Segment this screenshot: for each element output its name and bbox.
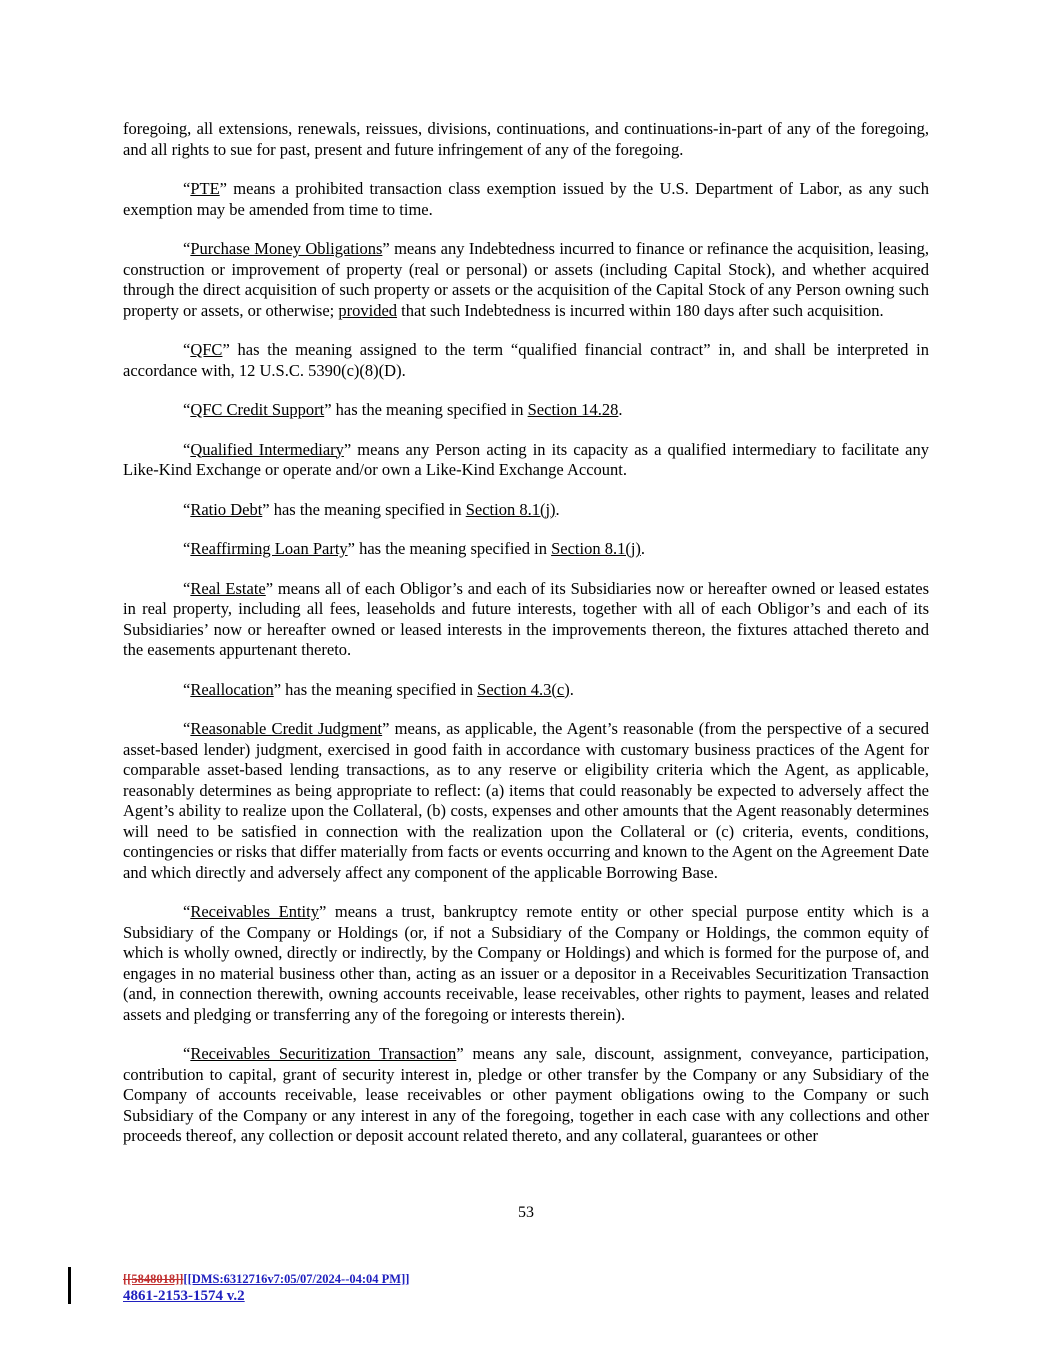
defined-term: Real Estate [190, 578, 266, 598]
text-run: “ [183, 679, 191, 699]
text-run: . [618, 400, 623, 419]
text-run: “ [183, 1044, 191, 1063]
paragraph [123, 119, 929, 160]
paragraph [123, 500, 929, 521]
text-run: “ [183, 578, 191, 598]
text-run: ” has the meaning assigned to the term “qualified financial contract” in, and shall be interpreted in accordance with, 12 U.S.C. 5390(c)(8)(D). [123, 340, 929, 380]
defined-term: Section 14.28 [527, 400, 619, 419]
text-run: “ [183, 719, 191, 738]
paragraph [123, 579, 929, 661]
revision-change-bar [68, 1267, 71, 1304]
defined-term: Section 4.3(c) [477, 679, 570, 699]
defined-term: Reasonable Credit Judgment [190, 719, 383, 738]
text-run: ” means, as applicable, the Agent’s reasonable (from the perspective of a secured asset-based lender) judgment, exercised in good faith in accordance with customary business practices of the Agent for comparable asset-based lending transactions, as to any reserve or eligibility criteria which the Agent, as applicable, reasonably determines as being appropriate to reflect: (a) items that could reasonably be expected to adversely affect the Agent’s ability to realize upon the Collateral, (b) costs, expenses and other amounts that the Agent reasonably determines will need to be satisfied in connection with the realization upon the Collateral or (c) criteria, events, conditions, contingencies or risks that differ materially from facts or events occurring and known to the Agent on the Agreement Date and which directly and adversely affect any component of the applicable Borrowing Base. [123, 719, 929, 882]
defined-term: QFC [190, 340, 223, 359]
text-run: . [555, 499, 560, 519]
footer-doc-number: 4861-2153-1574 v.2 [123, 1288, 245, 1304]
defined-term: Reallocation [190, 679, 274, 699]
text-run: that such Indebtedness is incurred within 180 days after such acquisition. [397, 300, 884, 320]
defined-term: Qualified Intermediary [190, 439, 344, 459]
text-run: “ [183, 400, 191, 419]
footer-doc-number-line [123, 1287, 409, 1305]
defined-term: Section 8.1(j) [551, 539, 641, 558]
text-run: foregoing, all extensions, renewals, reissues, divisions, continuations, and continuations-in-part of any of the foregoing, and all rights to sue for past, present and future infringement of any of the foregoing. [123, 119, 929, 159]
text-run: “ [183, 902, 191, 921]
paragraph [123, 719, 929, 883]
text-run: “ [183, 340, 191, 359]
footer-dms-stamp: [[DMS:6312716v7:05/07/2024--04:04 PM]] [183, 1272, 410, 1286]
paragraph [123, 539, 929, 560]
page-number: 53 [518, 1204, 534, 1221]
defined-term: Reaffirming Loan Party [190, 539, 348, 558]
defined-term: Receivables Securitization Transaction [190, 1044, 457, 1063]
text-run: ” has the meaning specified in [262, 499, 466, 519]
text-run: ” means a prohibited transaction class exemption issued by the U.S. Department of Labor, as any such exemption may be amended from time to time. [123, 179, 929, 219]
text-run: “ [183, 239, 191, 258]
text-run: ” means any sale, discount, assignment, conveyance, participation, contribution to capital, grant of security interest in, pledge or other transfer by the Company or any Subsidiary of the Company of accounts receivable, lease receivables or other payment obligations owing to the Company or such Subsidiary of the Company or any interest in any of the foregoing, together in each case with any collections and other proceeds thereof, any collection or deposit account related thereto, and any collateral, guarantees or other [123, 1044, 929, 1145]
text-run: ” has the meaning specified in [324, 400, 528, 419]
paragraph [123, 340, 929, 381]
paragraph [123, 400, 929, 421]
text-run: “ [183, 179, 191, 198]
text-run: . [640, 539, 646, 558]
paragraph [123, 902, 929, 1025]
document-body [123, 119, 929, 1166]
paragraph [123, 1044, 929, 1147]
text-run: “ [183, 439, 191, 459]
footer-struck-doc-id: [[5848018]] [123, 1272, 184, 1286]
document-footer [123, 1271, 409, 1305]
text-run: ” has the meaning specified in [347, 539, 552, 558]
footer-stamp-line [123, 1271, 409, 1287]
defined-term: QFC Credit Support [190, 400, 325, 419]
text-run: “ [183, 539, 191, 558]
text-run: ” means any Person acting in its capacity as a qualified intermediary to facilitate any Like-Kind Exchange or operate and/or own a Like-Kind Exchange Account. [123, 439, 929, 479]
text-run: ” means all of each Obligor’s and each of its Subsidiaries now or hereafter owned or leased estates in real property, including all fees, leaseholds and future interests, together with all of each Obligor’s and each of its Subsidiaries’ now or hereafter owned or leased interests in the improvements thereon, the fixtures attached thereto and the easements appurtenant thereto. [123, 578, 929, 659]
defined-term: PTE [190, 179, 220, 198]
defined-term: provided [338, 300, 398, 320]
text-run: ” has the meaning specified in [273, 679, 478, 699]
paragraph [123, 440, 929, 481]
text-run: ” means any Indebtedness incurred to finance or refinance the acquisition, leasing, construction or improvement of property (real or personal) or assets (including Capital Stock), and whether acquired through the direct acquisition of such property or assets or the acquisition of the Capital Stock of any Person owning such property or assets, or otherwise; [123, 239, 929, 320]
paragraph [123, 239, 929, 321]
text-run: “ [183, 499, 191, 519]
defined-term: Receivables Entity [190, 902, 319, 921]
text-run: ” means a trust, bankruptcy remote entity or other special purpose entity which is a Subsidiary of the Company or Holdings (or, if not a Subsidiary of the Company or Holdings, the common equity of which is wholly owned, directly or indirectly, by the Company or Holdings) and which is formed for the purpose of, and engages in no material business other than, acting as an issuer or a depositor in a Receivables Securitization Transaction (and, in connection therewith, owning accounts receivable, lease receivables, other rights to payment, leases and related assets and pledging or transferring any of the foregoing or interests therein). [123, 902, 930, 1024]
paragraph [123, 680, 929, 701]
defined-term: Purchase Money Obligations [190, 239, 383, 258]
paragraph [123, 179, 929, 220]
defined-term: Section 8.1(j) [465, 499, 556, 519]
text-run: . [569, 679, 574, 699]
defined-term: Ratio Debt [190, 499, 263, 519]
